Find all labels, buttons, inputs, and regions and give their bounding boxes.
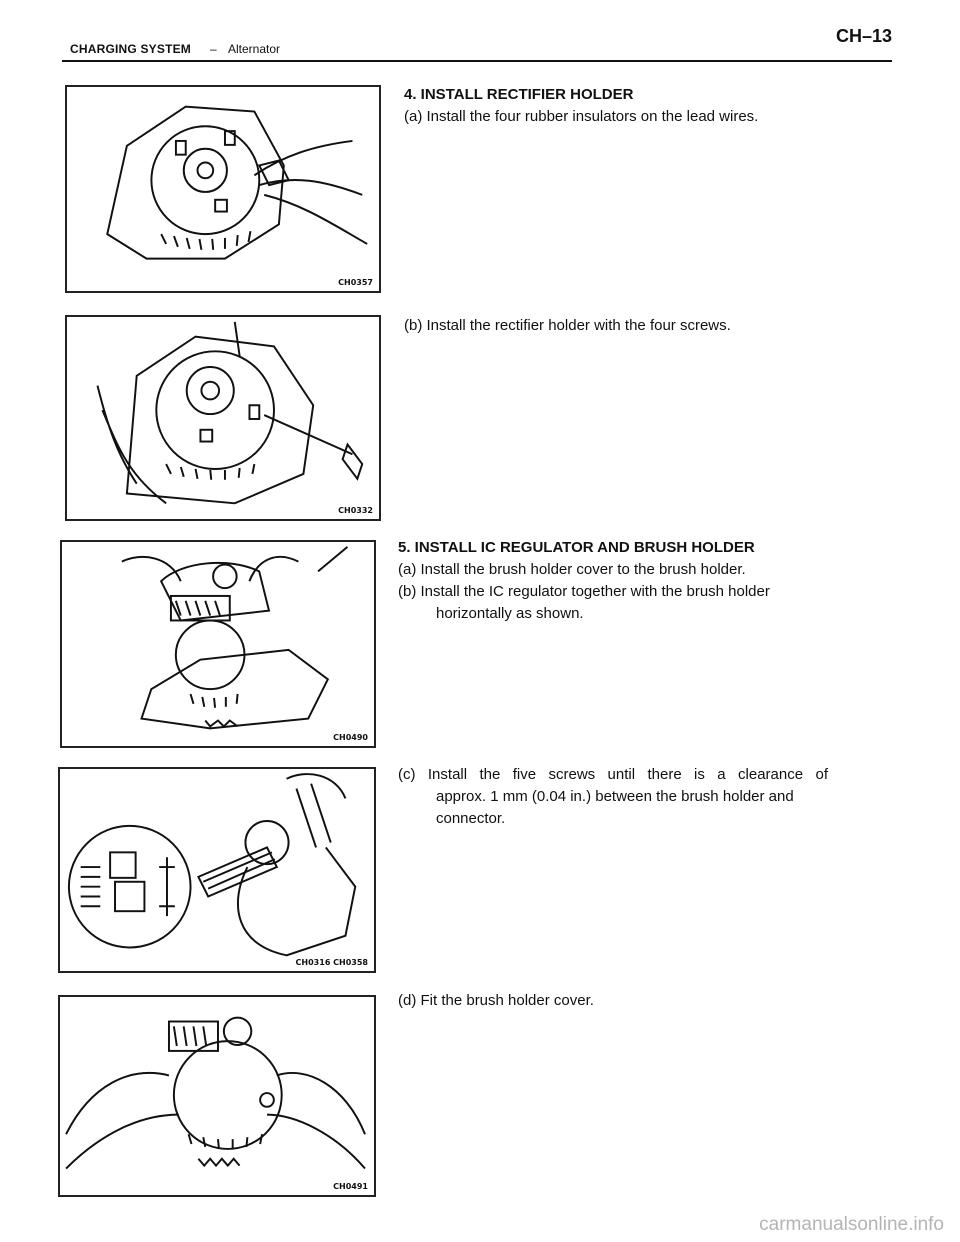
figure-rectifier-holder-screws (65, 315, 381, 521)
step-5d (398, 990, 838, 1012)
step-5b-line1: (b) Install the IC regulator together with the brush holder (398, 583, 770, 600)
ic-regulator-illustration (62, 542, 374, 746)
step-4b-text: (b) Install the rectifier holder with the four screws. (404, 317, 731, 334)
rectifier-holder-illustration (67, 317, 379, 519)
figure-brush-holder-clearance (58, 767, 376, 973)
figure-code: CH0332 (338, 506, 373, 515)
step-5-heading: 5. INSTALL IC REGULATOR AND BRUSH HOLDER (398, 539, 755, 556)
page-header (62, 22, 892, 62)
step-4a: (a) Install the four rubber insulators on the lead wires. (404, 108, 759, 125)
step-5c-block (398, 764, 828, 830)
step-5c-line3: connector. (436, 810, 506, 827)
header-dash: – (210, 42, 217, 56)
brush-holder-cover-illustration (60, 997, 374, 1195)
step-5a: (a) Install the brush holder cover to the brush holder. (398, 561, 746, 578)
brush-holder-clearance-illustration (60, 769, 374, 971)
figure-brush-holder-cover (58, 995, 376, 1197)
step-5c-line1: (c) Install the five screws until there is a clearance of (398, 766, 828, 783)
figure-ic-regulator-install (60, 540, 376, 748)
header-rule (62, 60, 892, 62)
figure-code: CH0357 (338, 278, 373, 287)
step-5c-line2: approx. 1 mm (0.04 in.) between the brush holder and (436, 788, 794, 805)
step-5b-line2: horizontally as shown. (436, 605, 584, 622)
figure-code: CH0491 (333, 1182, 368, 1191)
figure-code: CH0316 CH0358 (295, 958, 368, 967)
step-4b (404, 315, 844, 337)
step-5d-text: (d) Fit the brush holder cover. (398, 992, 594, 1009)
figure-rectifier-insulators (65, 85, 381, 293)
step-4-block (404, 84, 844, 128)
page-number: CH–13 (835, 26, 892, 46)
step-5-block (398, 537, 838, 625)
figure-code: CH0490 (333, 733, 368, 742)
watermark: carmanualsonline.info (759, 1214, 944, 1235)
header-section: CHARGING SYSTEM (70, 42, 192, 56)
header-subsection: Alternator (228, 42, 281, 56)
alternator-illustration (67, 87, 379, 291)
step-4-heading: 4. INSTALL RECTIFIER HOLDER (404, 86, 634, 103)
